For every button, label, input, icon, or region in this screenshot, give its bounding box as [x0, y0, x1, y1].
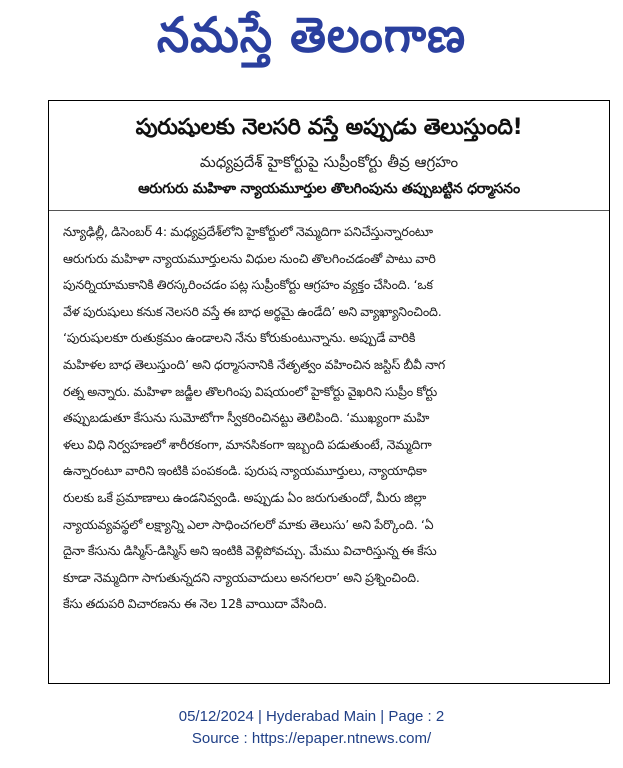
article-line: మహిళల బాధ తెలుస్తుంది’ అని ధర్మాసనానికి నేతృత్వం వహించిన జస్టిస్ బీవీ నాగ	[63, 356, 446, 372]
article-kicker: ఆరుగురు మహిళా న్యాయమూర్తుల తొలగింపును తప్పుబట్టిన ధర్మాసనం	[138, 181, 520, 197]
article-line: రత్న అన్నారు. మహిళా జడ్జీల తొలగింపు విషయంలో హైకోర్టు వైఖరిని సుప్రీం కోర్టు	[63, 383, 438, 399]
article-headline: పురుషులకు నెలసరి వస్తే అప్పుడు తెలుస్తుంది!	[135, 115, 523, 140]
article-line: ఉన్నారంటూ వారిని ఇంటికి పంపకండి. పురుష న్యాయమూర్తులు, న్యాయాధికా	[63, 463, 427, 479]
source-link[interactable]: Source : https://epaper.ntnews.com/	[191, 730, 432, 747]
newspaper-logo: నమస్తే తెలంగాణ	[156, 6, 467, 64]
article-line: పునర్నియామకానికి తిరస్కరించడం పట్ల సుప్రీంకోర్టు ఆగ్రహం వ్యక్తం చేసింది. ‘ఒక	[63, 277, 433, 293]
masthead	[0, 0, 623, 82]
article-line: ఆరుగురు మహిళా న్యాయమూర్తులను విధుల నుంచి తొలగించడంతో పాటు వారి	[63, 250, 436, 266]
article-subhead: మధ్యప్రదేశ్ హైకోర్టుపై సుప్రీంకోర్టు తీవ్ర ఆగ్రహం	[199, 153, 459, 171]
article-line: కేసు తదుపరి విచారణను ఈ నెల 12కి వాయిదా వేసింది.	[63, 596, 327, 612]
article-line: రులకు ఒకే ప్రమాణాలు ఉండనివ్వండి. అప్పుడు ఏం జరుగుతుందో, మీరు జిల్లా	[63, 489, 427, 505]
article-line: తప్పుబడుతూ కేసును సుమోటోగా స్వీకరించినట్టు తెలిపింది. ‘ముఖ్యంగా మహి	[63, 410, 430, 426]
article-line: ళలు విధి నిర్వహణలో శారీరకంగా, మానసికంగా ఇబ్బంది పడుతుంటే, నెమ్మదిగా	[63, 436, 432, 452]
article-line: వేళ పురుషులు కనుక నెలసరి వస్తే ఈ బాధ అర్థమై ఉండేది’ అని వ్యాఖ్యానించింది.	[63, 303, 442, 319]
edition-info: 05/12/2024 | Hyderabad Main | Page : 2	[178, 708, 445, 725]
article-line: న్యాయవ్యవస్థలో లక్ష్యాన్ని ఎలా సాధించగలరో మాకు తెలుసు’ అని పేర్కొంది. ‘ఏ	[63, 516, 434, 532]
article-line: న్యూఢిల్లీ, డిసెంబర్ 4: మధ్యప్రదేశ్‌లోని హైకోర్టులో నెమ్మదిగా పనిచేస్తున్నారంటూ	[63, 224, 433, 239]
article-line: కూడా నెమ్మదిగా సాగుతున్నదని న్యాయవాదులు అనగలరా’ అని ప్రశ్నించింది.	[63, 569, 420, 585]
article-clipping	[48, 100, 610, 684]
article-line: దైనా కేసును డిస్మిస్-డిస్మిస్ అని ఇంటికి వెళ్లిపోవచ్చు. మేము విచారిస్తున్న ఈ కేసు	[63, 543, 437, 559]
divider	[49, 210, 609, 211]
article-body	[63, 219, 595, 618]
article-line: ‘పురుషులకూ రుతుక్రమం ఉండాలని నేను కోరుకుంటున్నాను. అప్పుడే వారికి	[63, 330, 416, 346]
